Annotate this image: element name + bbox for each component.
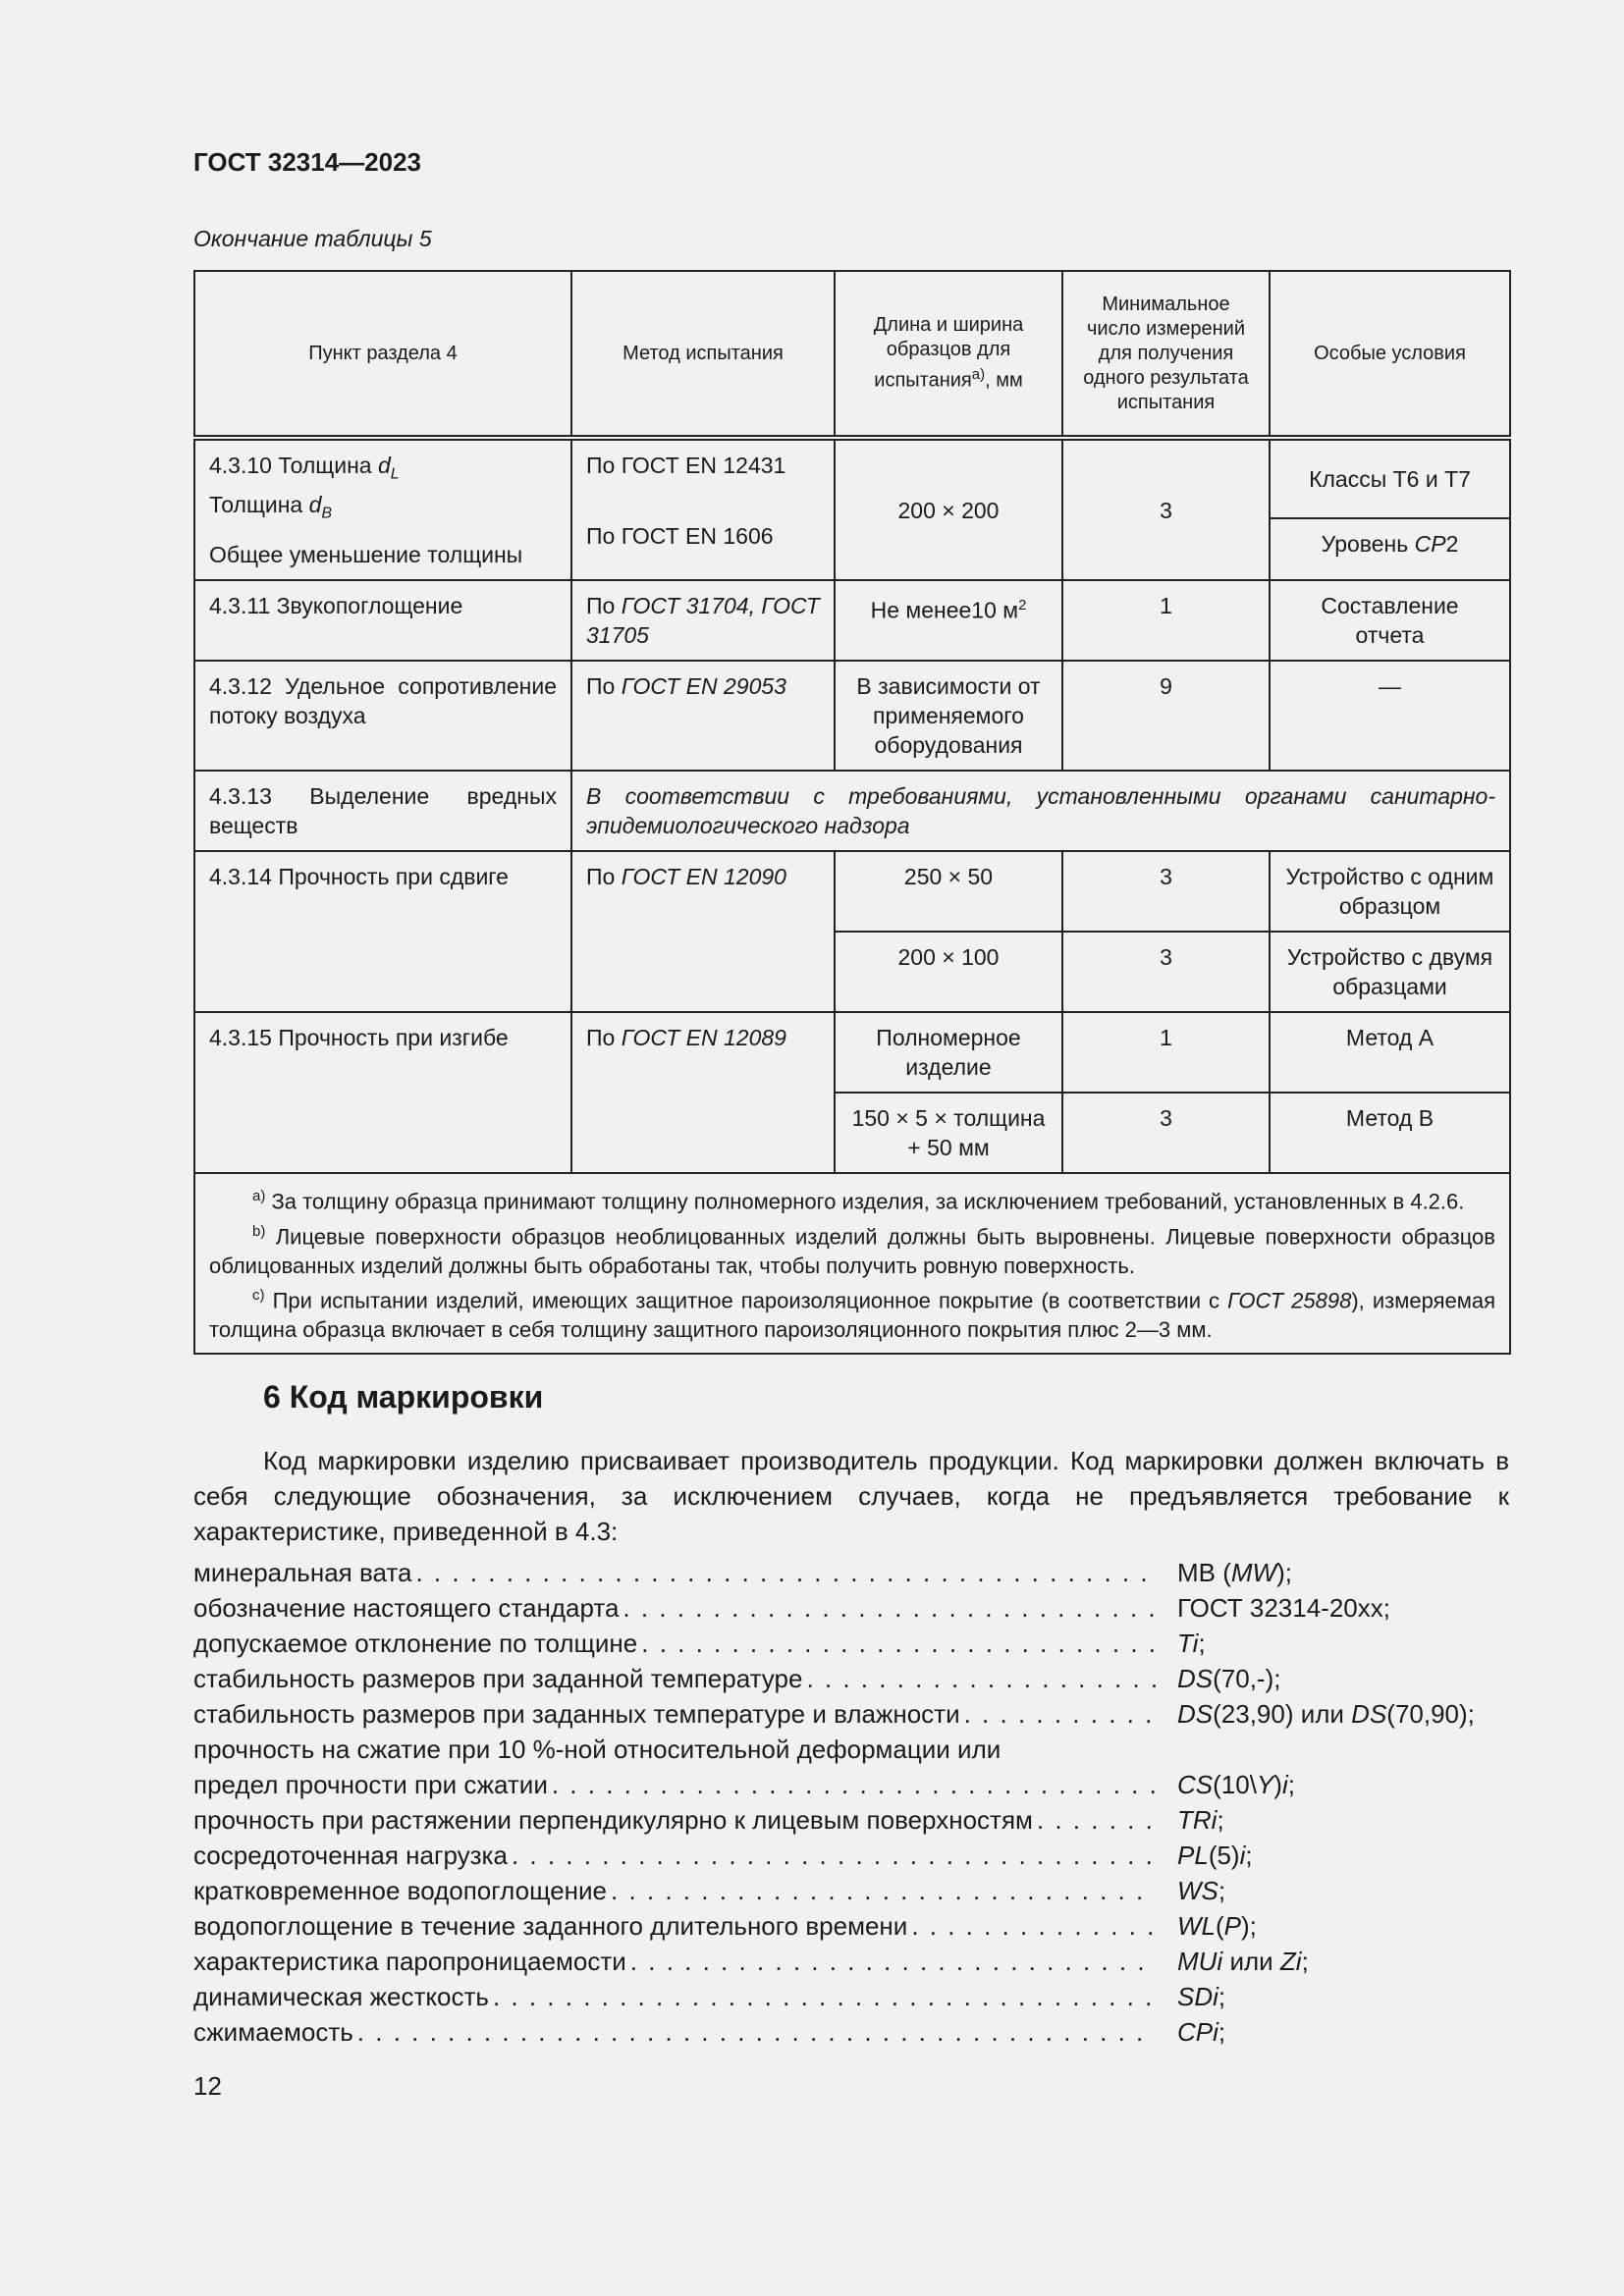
cell-count: 3	[1062, 851, 1270, 932]
marking-code: CS(10\Y)i;	[1177, 1770, 1295, 1799]
list-item	[193, 1590, 1509, 1626]
section-intro: Код маркировки изделию присваивает производитель продукции. Код маркировки должен включать в себя следующие обозначения, за исключением случаев, когда не предъявляется требование к характеристике, приведенной в 4.3:	[193, 1446, 1509, 1546]
method-standard: ГОСТ EN 12089	[621, 1025, 786, 1051]
list-item	[193, 1908, 1509, 1944]
size-exponent: 2	[1018, 597, 1027, 614]
list-item	[193, 1838, 1509, 1873]
item-var: d	[377, 453, 391, 478]
list-item	[193, 1873, 1509, 1908]
method-prefix: По	[586, 673, 616, 700]
marking-label: кратковременное водопоглощение	[193, 1876, 608, 1905]
marking-label: характеристика паропроницаемости	[193, 1947, 626, 1976]
header-method: Метод испытания	[571, 271, 835, 438]
item-var: d	[308, 491, 322, 517]
marking-code: ГОСТ 32314-20xx;	[1177, 1593, 1390, 1623]
cell-item	[194, 438, 571, 580]
list-item	[193, 1944, 1509, 1979]
cell-item: 4.3.13 Выделение вредных веществ	[194, 771, 571, 851]
method-prefix: По	[586, 593, 616, 619]
method-prefix: По	[586, 1025, 616, 1051]
table-row	[194, 661, 1510, 771]
list-item	[193, 1802, 1509, 1838]
cond-level: 2	[1445, 531, 1459, 557]
footnote-mark: b)	[252, 1222, 266, 1240]
table-header-row	[194, 271, 1510, 438]
list-item	[193, 2014, 1509, 2050]
section-title: 6 Код маркировки	[263, 1379, 544, 1415]
cell-method	[571, 1012, 835, 1173]
footnote-text: При испытании изделий, имеющих защитное пароизоляционное покрытие (в соответствии с	[272, 1288, 1220, 1313]
marking-code: PL(5)i;	[1177, 1841, 1253, 1870]
marking-label: прочность при растяжении перпендикулярно к лицевым поверхностям	[193, 1805, 1033, 1835]
footnote-text: За толщину образца принимают толщину полномерного изделия, за исключением требований, установленных в 4.2.6.	[271, 1189, 1465, 1214]
cell-count: 3	[1062, 438, 1270, 580]
item-thickness-db	[209, 490, 557, 529]
marking-code: DS(70,-);	[1177, 1664, 1281, 1693]
item-sub: L	[390, 465, 400, 483]
cell-size: 150 × 5 × толщина + 50 мм	[835, 1093, 1062, 1173]
page-number: 12	[193, 2071, 222, 2101]
method-standard: ГОСТ EN 29053	[621, 673, 786, 700]
cell-method	[571, 661, 835, 771]
footnote-text: ), измеряемая толщина образца включает в себя толщину защитного пароизоляционного покрытия плюс 2—3 мм.	[209, 1288, 1495, 1343]
marking-label: обозначение настоящего стандарта	[193, 1593, 620, 1623]
table-notes	[194, 1173, 1510, 1354]
cell-conditions: Метод А	[1270, 1012, 1510, 1093]
cell-method	[571, 851, 835, 1012]
footnote-text: Лицевые поверхности образцов необлицованных изделий должны быть выровнены. Лицевые поверхности образцов облицованных изделий должны быть обработаны так, чтобы получить ровную поверхность.	[209, 1223, 1495, 1278]
list-item	[193, 1696, 1509, 1732]
size-text: Не менее10 м	[870, 597, 1019, 623]
marking-label: стабильность размеров при заданной температуре	[193, 1664, 803, 1693]
header-size-text: Длина и ширина образцов для испытания	[873, 314, 1024, 392]
marking-label: допускаемое отклонение по толщине	[193, 1629, 638, 1658]
cell-size: Полномерное изделие	[835, 1012, 1062, 1093]
list-item	[193, 1626, 1509, 1661]
list-item	[193, 1979, 1509, 2014]
cell-count: 1	[1062, 1012, 1270, 1093]
document-id: ГОСТ 32314—2023	[193, 147, 421, 177]
marking-code: МВ (MW);	[1177, 1558, 1292, 1587]
header-size-unit: , мм	[985, 369, 1023, 392]
cell-conditions: Классы Т6 и Т7	[1270, 438, 1510, 518]
marking-code: DS(23,90) или DS(70,90);	[1177, 1699, 1475, 1729]
marking-label: прочность на сжатие при 10 %-ной относительной деформации или	[193, 1735, 1001, 1764]
method-standard: ГОСТ 31704, ГОСТ 31705	[586, 593, 820, 649]
marking-label: предел прочности при сжатии	[193, 1770, 548, 1799]
marking-label: динамическая жесткость	[193, 1982, 489, 2011]
cell-count: 3	[1062, 932, 1270, 1012]
footnote-a	[209, 1182, 1495, 1216]
table-row	[194, 1012, 1510, 1093]
cond-code: CP	[1414, 531, 1446, 557]
list-item	[193, 1661, 1509, 1696]
marking-label: минеральная вата	[193, 1558, 412, 1587]
cell-count: 9	[1062, 661, 1270, 771]
cell-method	[571, 580, 835, 661]
cell-size: В зависимости от применяемого оборудования	[835, 661, 1062, 771]
table-notes-row	[194, 1173, 1510, 1354]
cell-conditions: Устройство с одним образцом	[1270, 851, 1510, 932]
cell-merged-requirements: В соответствии с требованиями, установленными органами санитарно-эпидемиологического надзора	[571, 771, 1510, 851]
marking-code: Ti;	[1177, 1629, 1206, 1658]
table-row	[194, 438, 1510, 518]
cell-item: 4.3.15 Прочность при изгибе	[194, 1012, 571, 1173]
marking-label: сосредоточенная нагрузка	[193, 1841, 508, 1870]
table-row	[194, 580, 1510, 661]
header-size-footnote-mark: а)	[971, 366, 986, 384]
item-text: Толщина	[209, 491, 303, 517]
list-item	[193, 1732, 1509, 1767]
method-1606: По ГОСТ EN 1606	[586, 523, 774, 549]
footnote-c	[209, 1281, 1495, 1345]
marking-code: WL(P);	[1177, 1911, 1257, 1941]
cond-text: Уровень	[1321, 531, 1409, 557]
item-sub: B	[321, 505, 333, 522]
cell-conditions: —	[1270, 661, 1510, 771]
item-text: 4.3.10 Толщина	[209, 453, 372, 478]
marking-code: WS;	[1177, 1876, 1226, 1905]
marking-label: сжимаемость	[193, 2017, 353, 2047]
cell-size: 200 × 100	[835, 932, 1062, 1012]
cell-conditions: Составление отчета	[1270, 580, 1510, 661]
method-12431: По ГОСТ EN 12431	[586, 453, 786, 478]
footnote-b	[209, 1217, 1495, 1281]
header-size	[835, 271, 1062, 438]
method-prefix: По	[586, 864, 616, 890]
header-count: Минимальное число измерений для получения одного результата испытания	[1062, 271, 1270, 438]
header-conditions: Особые условия	[1270, 271, 1510, 438]
cell-size	[835, 580, 1062, 661]
cell-conditions: Устройство с двумя образцами	[1270, 932, 1510, 1012]
cell-size: 200 × 200	[835, 438, 1062, 580]
item-thickness-reduction: Общее уменьшение толщины	[209, 542, 523, 568]
marking-code: TRi;	[1177, 1805, 1224, 1835]
cell-item: 4.3.14 Прочность при сдвиге	[194, 851, 571, 1012]
footnote-mark: а)	[252, 1188, 266, 1205]
cell-item: 4.3.11 Звукопоглощение	[194, 580, 571, 661]
cell-conditions: Метод В	[1270, 1093, 1510, 1173]
cell-count: 3	[1062, 1093, 1270, 1173]
list-item	[193, 1555, 1509, 1590]
table-row	[194, 771, 1510, 851]
table-caption: Окончание таблицы 5	[193, 226, 432, 251]
marking-code: CPi;	[1177, 2017, 1226, 2047]
marking-code: SDi;	[1177, 1982, 1226, 2011]
marking-label: стабильность размеров при заданных температуре и влажности	[193, 1699, 960, 1729]
cell-conditions	[1270, 518, 1510, 580]
cell-method	[571, 438, 835, 580]
list-item	[193, 1767, 1509, 1802]
table-row	[194, 851, 1510, 932]
header-item: Пункт раздела 4	[194, 271, 571, 438]
test-methods-table	[193, 270, 1511, 1355]
footnote-standard: ГОСТ 25898	[1227, 1288, 1352, 1313]
cell-size: 250 × 50	[835, 851, 1062, 932]
cell-item: 4.3.12 Удельное сопротивление потоку воздуха	[194, 661, 571, 771]
item-thickness-dl	[209, 451, 557, 490]
marking-list	[193, 1555, 1509, 2050]
method-standard: ГОСТ EN 12090	[621, 864, 786, 890]
marking-label: водопоглощение в течение заданного длительного времени	[193, 1911, 908, 1941]
footnote-mark: c)	[252, 1286, 265, 1304]
cell-count: 1	[1062, 580, 1270, 661]
marking-code: MUi или Zi;	[1177, 1947, 1309, 1976]
